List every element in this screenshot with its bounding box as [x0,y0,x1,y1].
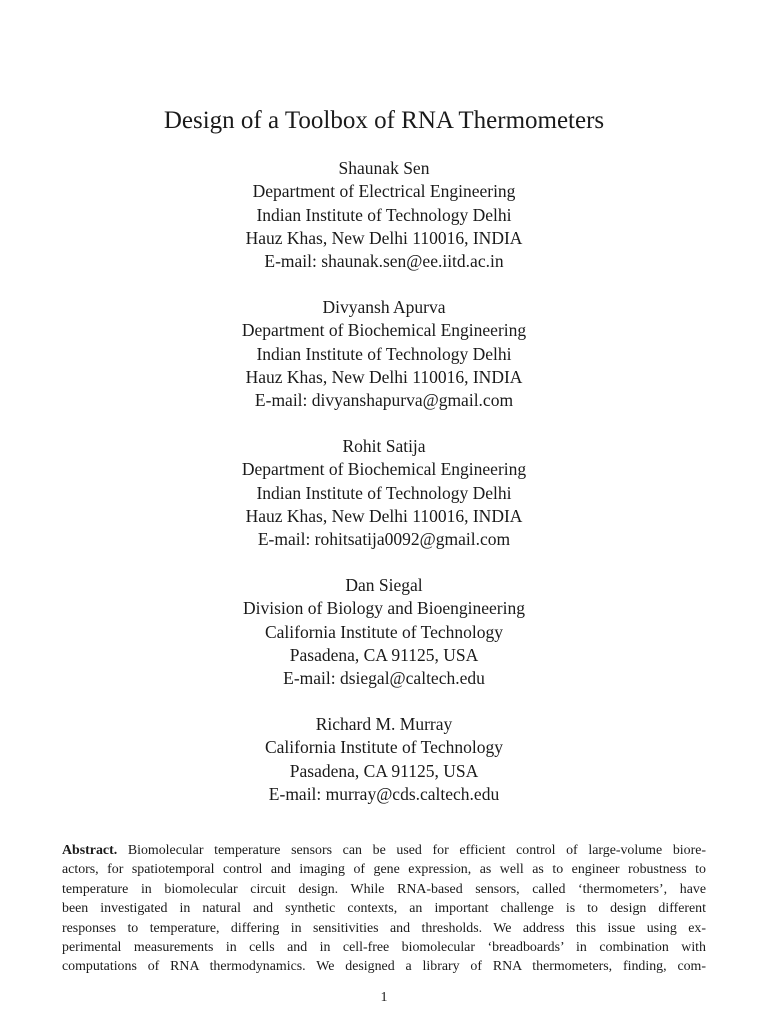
abstract-line: been investigated in natural and synthetic contexts, an important challenge is to design different [62,901,706,917]
author-name: Richard M. Murray [315,714,453,734]
author-name: Dan Siegal [345,575,423,595]
author-name: Rohit Satija [342,436,426,456]
author-institution: Indian Institute of Technology Delhi [256,482,512,503]
author-email: E-mail: shaunak.sen@ee.iitd.ac.in [264,251,504,272]
author-institution: Indian Institute of Technology Delhi [256,204,512,225]
author-institution: Indian Institute of Technology Delhi [256,343,512,364]
author-block-siegal [0,574,768,690]
author-email: E-mail: rohitsatija0092@gmail.com [257,529,511,550]
abstract [62,841,706,977]
paper-title: Design of a Toolbox of RNA Thermometers [163,107,605,134]
author-department: Department of Biochemical Engineering [241,320,527,341]
abstract-line: temperature in biomolecular circuit design. While RNA-based sensors, called ‘thermometers’, have [62,881,706,897]
author-department: Division of Biology and Bioengineering [243,598,525,619]
abstract-label: Abstract. [62,843,118,858]
abstract-text: Biomolecular temperature sensors can be used for efficient control of large-volume biore- [127,843,706,858]
author-institution: California Institute of Technology [264,621,504,642]
author-address: Hauz Khas, New Delhi 110016, INDIA [245,227,523,248]
author-email: E-mail: divyanshapurva@gmail.com [254,390,514,411]
author-department: Department of Biochemical Engineering [241,459,527,480]
author-block-murray [0,713,768,806]
author-block-sen [0,157,768,273]
author-block-satija [0,435,768,551]
page-number: 1 [380,990,388,1005]
author-address: Pasadena, CA 91125, USA [289,644,479,665]
abstract-line: actors, for spatiotemporal control and imaging of gene expression, as well as to engineer robustness to [62,862,706,878]
abstract-line: responses to temperature, differing in sensitivities and thresholds. We address this issue using ex- [62,920,706,936]
author-name: Divyansh Apurva [322,297,446,317]
author-email: E-mail: dsiegal@caltech.edu [283,668,485,689]
author-address: Pasadena, CA 91125, USA [289,760,479,781]
author-block-apurva [0,296,768,412]
abstract-line-1 [62,841,706,860]
author-name: Shaunak Sen [338,158,430,178]
author-department: Department of Electrical Engineering [252,181,516,202]
author-address: Hauz Khas, New Delhi 110016, INDIA [245,366,523,387]
abstract-line: computations of RNA thermodynamics. We designed a library of RNA thermometers, finding, com- [62,959,706,975]
author-email: E-mail: murray@cds.caltech.edu [268,783,500,804]
abstract-line: perimental measurements in cells and in cell-free biomolecular ‘breadboards’ in combination with [62,940,706,956]
author-address: Hauz Khas, New Delhi 110016, INDIA [245,505,523,526]
author-institution: California Institute of Technology [264,737,504,758]
